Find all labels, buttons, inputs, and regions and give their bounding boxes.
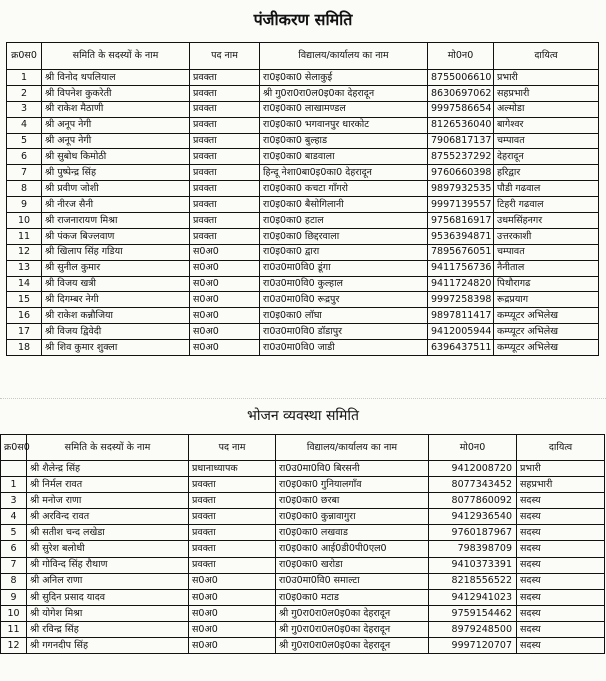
designation-cell: प्रवक्ता <box>189 509 276 525</box>
header-designation: पद नाम <box>190 43 260 70</box>
mobile-cell: 8077343452 <box>429 477 517 493</box>
table-row <box>7 181 599 197</box>
designation-cell: प्रधानाध्यापक <box>189 461 276 477</box>
mobile-cell: 7895676051 <box>428 244 494 260</box>
food-committee-body <box>1 461 605 654</box>
serial-cell: 9 <box>7 197 42 213</box>
member-name-cell: श्री राकेश कन्नौजिया <box>42 308 190 324</box>
header-serial: क्र0स0 <box>7 43 42 70</box>
serial-cell: 9 <box>1 589 27 605</box>
serial-cell: 8 <box>7 181 42 197</box>
serial-cell: 13 <box>7 260 42 276</box>
mobile-cell: 8755237292 <box>428 149 494 165</box>
header-responsibility: दायित्व <box>517 435 605 461</box>
table-row <box>7 117 599 133</box>
school-cell: रा0उ0मा0वि0 जाडी <box>260 340 428 356</box>
school-cell: रा0इ0का0 खरोडा <box>276 557 429 573</box>
designation-cell: प्रवक्ता <box>190 165 260 181</box>
designation-cell: स0अ0 <box>190 340 260 356</box>
responsibility-cell: सदस्य <box>517 557 605 573</box>
table-row <box>1 605 605 621</box>
school-cell: रा0उ0मा0वि0 समाल्टा <box>276 573 429 589</box>
school-cell: रा0इ0का0 छिद्दरवाला <box>260 228 428 244</box>
school-cell: श्री गु0रा0रा0ल0इ0का देहरादून <box>276 605 429 621</box>
school-cell: रा0इ0का0 द्वारा <box>260 244 428 260</box>
table-row <box>7 70 599 86</box>
school-cell: रा0उ0मा0वि0 डूंगा <box>260 260 428 276</box>
school-cell: रा0इ0का0 बाडवाला <box>260 149 428 165</box>
mobile-cell: 9756816917 <box>428 213 494 229</box>
designation-cell: प्रवक्ता <box>190 85 260 101</box>
member-name-cell: श्री शिव कुमार शुक्ला <box>42 340 190 356</box>
responsibility-cell: उत्तरकाशी <box>494 228 599 244</box>
responsibility-cell: सहप्रभारी <box>517 477 605 493</box>
mobile-cell: 9411756736 <box>428 260 494 276</box>
header-mobile: मो0न0 <box>428 43 494 70</box>
serial-cell <box>1 461 27 477</box>
responsibility-cell: देहरादून <box>494 149 599 165</box>
responsibility-cell: प्रभारी <box>517 461 605 477</box>
member-name-cell: श्री अनूप नेगी <box>42 117 190 133</box>
school-cell: रा0इ0का0 भगवानपुर धारकोट <box>260 117 428 133</box>
member-name-cell: श्री राजनारायण मिश्रा <box>42 213 190 229</box>
responsibility-cell: सहप्रभारी <box>494 85 599 101</box>
member-name-cell: श्री मनोज राणा <box>27 493 189 509</box>
member-name-cell: श्री विजय खत्री <box>42 276 190 292</box>
school-cell: रा0इ0का0 सेलाकुई <box>260 70 428 86</box>
serial-cell: 1 <box>1 477 27 493</box>
responsibility-cell: टिहरी गढवाल <box>494 197 599 213</box>
designation-cell: स0अ0 <box>190 260 260 276</box>
serial-cell: 10 <box>1 605 27 621</box>
mobile-cell: 9760660398 <box>428 165 494 181</box>
table-row <box>7 133 599 149</box>
serial-cell: 7 <box>1 557 27 573</box>
food-committee-title: भोजन व्यवस्था समिति <box>246 408 360 424</box>
responsibility-cell: रूद्रप्रयाग <box>494 292 599 308</box>
table-row <box>1 541 605 557</box>
responsibility-cell: पौडी गढवाल <box>494 181 599 197</box>
scan-divider <box>0 398 606 405</box>
serial-cell: 18 <box>7 340 42 356</box>
member-name-cell: श्री नीरज सैनी <box>42 197 190 213</box>
school-cell: श्री गु0रा0रा0ल0इ0का देहरादून <box>276 638 429 654</box>
responsibility-cell: सदस्य <box>517 509 605 525</box>
member-name-cell: श्री पंकज बिज्लवाण <box>42 228 190 244</box>
table-row <box>7 324 599 340</box>
mobile-cell: 6396437511 <box>428 340 494 356</box>
member-name-cell: श्री अरविन्द रावत <box>27 509 189 525</box>
responsibility-cell: बागेश्वर <box>494 117 599 133</box>
header-mobile: मो0न0 <box>429 435 517 461</box>
member-name-cell: श्री रविन्द्र सिंह <box>27 621 189 637</box>
table-row <box>1 477 605 493</box>
serial-cell: 4 <box>1 509 27 525</box>
designation-cell: प्रवक्ता <box>190 181 260 197</box>
member-name-cell: श्री सुदिन प्रसाद यादव <box>27 589 189 605</box>
designation-cell: स0अ0 <box>190 308 260 324</box>
table-row <box>7 197 599 213</box>
responsibility-cell: नैनीताल <box>494 260 599 276</box>
designation-cell: प्रवक्ता <box>189 557 276 573</box>
mobile-cell: 798398709 <box>429 541 517 557</box>
designation-cell: प्रवक्ता <box>189 541 276 557</box>
mobile-cell: 7906817137 <box>428 133 494 149</box>
mobile-cell: 8077860092 <box>429 493 517 509</box>
designation-cell: स0अ0 <box>189 621 276 637</box>
table-row <box>1 509 605 525</box>
member-name-cell: श्री विपनेश कुकरेती <box>42 85 190 101</box>
school-cell: श्री गु0रा0रा0ल0इ0का देहरादून <box>276 621 429 637</box>
serial-cell: 5 <box>1 525 27 541</box>
school-cell: रा0इ0का0 कुन्नावागुरा <box>276 509 429 525</box>
table-row <box>7 244 599 260</box>
table-row <box>7 213 599 229</box>
mobile-cell: 9410373391 <box>429 557 517 573</box>
mobile-cell: 9997139557 <box>428 197 494 213</box>
table-row <box>7 292 599 308</box>
designation-cell: स0अ0 <box>190 292 260 308</box>
school-cell: रा0इ0का0 आई0डी0पी0एल0 <box>276 541 429 557</box>
responsibility-cell: कम्प्यूटर अभिलेख <box>494 340 599 356</box>
designation-cell: प्रवक्ता <box>190 70 260 86</box>
school-cell: रा0उ0मा0वि0 कुल्हाल <box>260 276 428 292</box>
mobile-cell: 9412941023 <box>429 589 517 605</box>
header-serial: क्र0स0 <box>1 435 27 461</box>
mobile-cell: 9412008720 <box>429 461 517 477</box>
school-cell: रा0उ0मा0वि0 डॉडापुर <box>260 324 428 340</box>
designation-cell: प्रवक्ता <box>190 213 260 229</box>
table-row <box>7 85 599 101</box>
responsibility-cell: कम्प्यूटर अभिलेख <box>494 324 599 340</box>
mobile-cell: 9897932535 <box>428 181 494 197</box>
responsibility-cell: सदस्य <box>517 605 605 621</box>
school-cell: रा0इ0का0 मटाड <box>276 589 429 605</box>
school-cell: रा0इ0का0 लाखामण्डल <box>260 101 428 117</box>
table-row <box>7 101 599 117</box>
table-row <box>1 525 605 541</box>
table-row <box>1 493 605 509</box>
member-name-cell: श्री राकेश मैठाणी <box>42 101 190 117</box>
designation-cell: प्रवक्ता <box>190 149 260 165</box>
mobile-cell: 9997120707 <box>429 638 517 654</box>
header-school: विद्यालय/कार्यालय का नाम <box>276 435 429 461</box>
member-name-cell: श्री दिगम्बर नेगी <box>42 292 190 308</box>
member-name-cell: श्री विनोद थपलियाल <box>42 70 190 86</box>
member-name-cell: श्री निर्मल रावत <box>27 477 189 493</box>
designation-cell: स0अ0 <box>189 605 276 621</box>
designation-cell: स0अ0 <box>189 573 276 589</box>
serial-cell: 8 <box>1 573 27 589</box>
serial-cell: 17 <box>7 324 42 340</box>
header-school: विद्यालय/कार्यालय का नाम <box>260 43 428 70</box>
mobile-cell: 8126536040 <box>428 117 494 133</box>
member-name-cell: श्री विजय द्विवेदी <box>42 324 190 340</box>
responsibility-cell: सदस्य <box>517 638 605 654</box>
designation-cell: प्रवक्ता <box>189 477 276 493</box>
mobile-cell: 9997586654 <box>428 101 494 117</box>
member-name-cell: श्री सुबोध किमोठी <box>42 149 190 165</box>
table-row <box>7 308 599 324</box>
table-header-row <box>1 435 605 461</box>
designation-cell: स0अ0 <box>189 589 276 605</box>
serial-cell: 12 <box>7 244 42 260</box>
table-row <box>1 461 605 477</box>
serial-cell: 3 <box>1 493 27 509</box>
member-name-cell: श्री प्रवीण जोशी <box>42 181 190 197</box>
school-cell: रा0इ0का0 बुल्हाड <box>260 133 428 149</box>
mobile-cell: 9760187967 <box>429 525 517 541</box>
table-row <box>1 638 605 654</box>
member-name-cell: श्री सतीश चन्द लखेडा <box>27 525 189 541</box>
mobile-cell: 9897811417 <box>428 308 494 324</box>
mobile-cell: 9759154462 <box>429 605 517 621</box>
responsibility-cell: सदस्य <box>517 541 605 557</box>
member-name-cell: श्री सुनील कुमार <box>42 260 190 276</box>
member-name-cell: श्री गोविन्द सिंह रौथाण <box>27 557 189 573</box>
table-row <box>7 165 599 181</box>
school-cell: रा0उ0मा0वि0 बिरसनी <box>276 461 429 477</box>
serial-cell: 12 <box>1 638 27 654</box>
school-cell: रा0इ0का0 बैसोगिलानी <box>260 197 428 213</box>
responsibility-cell: चम्पावत <box>494 244 599 260</box>
mobile-cell: 9412005944 <box>428 324 494 340</box>
registration-committee-title: पंजीकरण समिति <box>253 10 353 29</box>
designation-cell: प्रवक्ता <box>189 493 276 509</box>
mobile-cell: 8218556522 <box>429 573 517 589</box>
designation-cell: स0अ0 <box>190 244 260 260</box>
member-name-cell: श्री पुष्पेन्द्र सिंह <box>42 165 190 181</box>
mobile-cell: 9411724820 <box>428 276 494 292</box>
designation-cell: प्रवक्ता <box>190 197 260 213</box>
serial-cell: 6 <box>1 541 27 557</box>
member-name-cell: श्री खिलाप सिंह गडिया <box>42 244 190 260</box>
member-name-cell: श्री अनूप नेगी <box>42 133 190 149</box>
serial-cell: 16 <box>7 308 42 324</box>
serial-cell: 10 <box>7 213 42 229</box>
mobile-cell: 8755006610 <box>428 70 494 86</box>
registration-committee-body <box>7 70 599 356</box>
school-cell: रा0उ0मा0वि0 रूद्रपुर <box>260 292 428 308</box>
responsibility-cell: उधमसिंहनगर <box>494 213 599 229</box>
school-cell: श्री गु0रा0रा0ल0इ0का देहरादून <box>260 85 428 101</box>
serial-cell: 7 <box>7 165 42 181</box>
table-row <box>1 621 605 637</box>
school-cell: रा0इ0का0 गुनियालगॉंव <box>276 477 429 493</box>
designation-cell: प्रवक्ता <box>190 133 260 149</box>
serial-cell: 6 <box>7 149 42 165</box>
serial-cell: 3 <box>7 101 42 117</box>
mobile-cell: 9536394871 <box>428 228 494 244</box>
designation-cell: प्रवक्ता <box>190 228 260 244</box>
table-row <box>7 149 599 165</box>
member-name-cell: श्री शैलेन्द्र सिंह <box>27 461 189 477</box>
table-row <box>1 589 605 605</box>
designation-cell: स0अ0 <box>190 324 260 340</box>
serial-cell: 14 <box>7 276 42 292</box>
member-name-cell: श्री योगेश मिश्रा <box>27 605 189 621</box>
school-cell: हिन्दू नेशा0बा0इ0का0 देहरादून <box>260 165 428 181</box>
designation-cell: प्रवक्ता <box>189 525 276 541</box>
responsibility-cell: चम्पावत <box>494 133 599 149</box>
responsibility-cell: हरिद्वार <box>494 165 599 181</box>
mobile-cell: 9412936540 <box>429 509 517 525</box>
header-member-name: समिति के सदस्यों के नाम <box>42 43 190 70</box>
school-cell: रा0इ0का0 हटाल <box>260 213 428 229</box>
table-row <box>7 228 599 244</box>
designation-cell: प्रवक्ता <box>190 101 260 117</box>
table-row <box>7 340 599 356</box>
table-row <box>7 260 599 276</box>
responsibility-cell: पिथौरागढ <box>494 276 599 292</box>
member-name-cell: श्री गगनदीप सिंह <box>27 638 189 654</box>
serial-cell: 5 <box>7 133 42 149</box>
responsibility-cell: सदस्य <box>517 589 605 605</box>
mobile-cell: 8979248500 <box>429 621 517 637</box>
responsibility-cell: सदस्य <box>517 573 605 589</box>
member-name-cell: श्री अनिल राणा <box>27 573 189 589</box>
school-cell: रा0इ0का0 कचटा गॉंगरो <box>260 181 428 197</box>
responsibility-cell: प्रभारी <box>494 70 599 86</box>
serial-cell: 11 <box>1 621 27 637</box>
serial-cell: 2 <box>7 85 42 101</box>
responsibility-cell: सदस्य <box>517 525 605 541</box>
school-cell: रा0इ0का0 छरबा <box>276 493 429 509</box>
table-row <box>7 276 599 292</box>
table-row <box>1 557 605 573</box>
member-name-cell: श्री सुरेश बलोधी <box>27 541 189 557</box>
designation-cell: प्रवक्ता <box>190 117 260 133</box>
school-cell: रा0इ0का0 लखवाड <box>276 525 429 541</box>
header-designation: पद नाम <box>189 435 276 461</box>
designation-cell: स0अ0 <box>189 638 276 654</box>
mobile-cell: 9997258398 <box>428 292 494 308</box>
table-header-row <box>7 43 599 70</box>
school-cell: रा0इ0का0 लॉघा <box>260 308 428 324</box>
mobile-cell: 8630697062 <box>428 85 494 101</box>
registration-committee-table <box>6 42 599 356</box>
serial-cell: 4 <box>7 117 42 133</box>
table-row <box>1 573 605 589</box>
responsibility-cell: सदस्य <box>517 493 605 509</box>
serial-cell: 15 <box>7 292 42 308</box>
serial-cell: 1 <box>7 70 42 86</box>
header-responsibility: दायित्व <box>494 43 599 70</box>
serial-cell: 11 <box>7 228 42 244</box>
header-member-name: समिति के सदस्यों के नाम <box>27 435 189 461</box>
responsibility-cell: सदस्य <box>517 621 605 637</box>
responsibility-cell: कम्प्यूटर अभिलेख <box>494 308 599 324</box>
food-committee-table <box>0 434 605 654</box>
responsibility-cell: अल्मोडा <box>494 101 599 117</box>
designation-cell: स0अ0 <box>190 276 260 292</box>
